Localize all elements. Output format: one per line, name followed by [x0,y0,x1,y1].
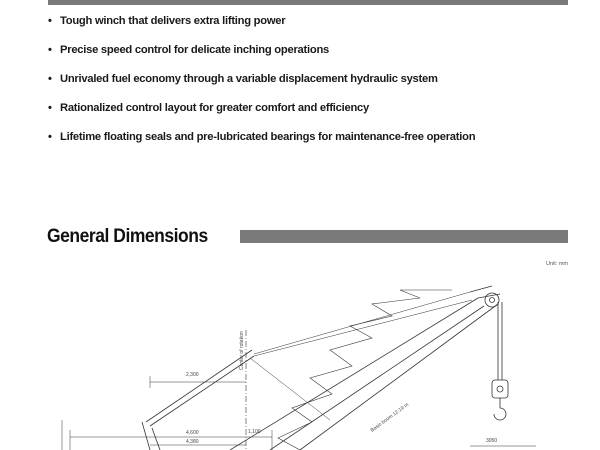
list-item [48,71,475,100]
dimension-label: 2,300 [186,372,199,378]
list-item [48,129,475,158]
list-item [48,100,475,129]
bullet-icon: • [48,44,52,56]
top-divider-bar [48,0,568,5]
hook [494,398,506,420]
dimension-label: 3050 [486,438,498,444]
feature-text: Lifetime floating seals and pre-lubricated bearings for maintenance-free operation [60,131,476,143]
feature-list [48,13,475,158]
section-title: General Dimensions [47,226,208,247]
feature-text: Tough winch that delivers extra lifting power [60,15,286,27]
bullet-icon: • [48,102,52,114]
list-item [48,13,475,42]
hook-block [492,380,508,398]
jib-mast [146,350,252,422]
dimension-label: 4,600 [186,430,199,436]
section-title-bar [240,230,568,243]
list-item [48,42,475,71]
dimension-label: 1,100 [248,429,261,435]
bullet-icon: • [48,15,52,27]
bullet-icon: • [48,131,52,143]
feature-text: Precise speed control for delicate inching operations [60,44,329,56]
unit-label: Unit: mm [546,261,568,267]
feature-text: Unrivaled fuel economy through a variable displacement hydraulic system [60,73,438,85]
bullet-icon: • [48,73,52,85]
crane-dimension-drawing [0,270,600,450]
boom-lower-chord [230,298,478,450]
boom-length-label: Basic boom 12.19 m [369,401,411,434]
feature-text: Rationalized control layout for greater comfort and efficiency [60,102,369,114]
center-of-rotation-label: Center of rotation [239,331,245,370]
section-header [47,226,572,254]
dimension-label: 4,380 [186,439,199,445]
boom-upper-chord [300,304,498,450]
